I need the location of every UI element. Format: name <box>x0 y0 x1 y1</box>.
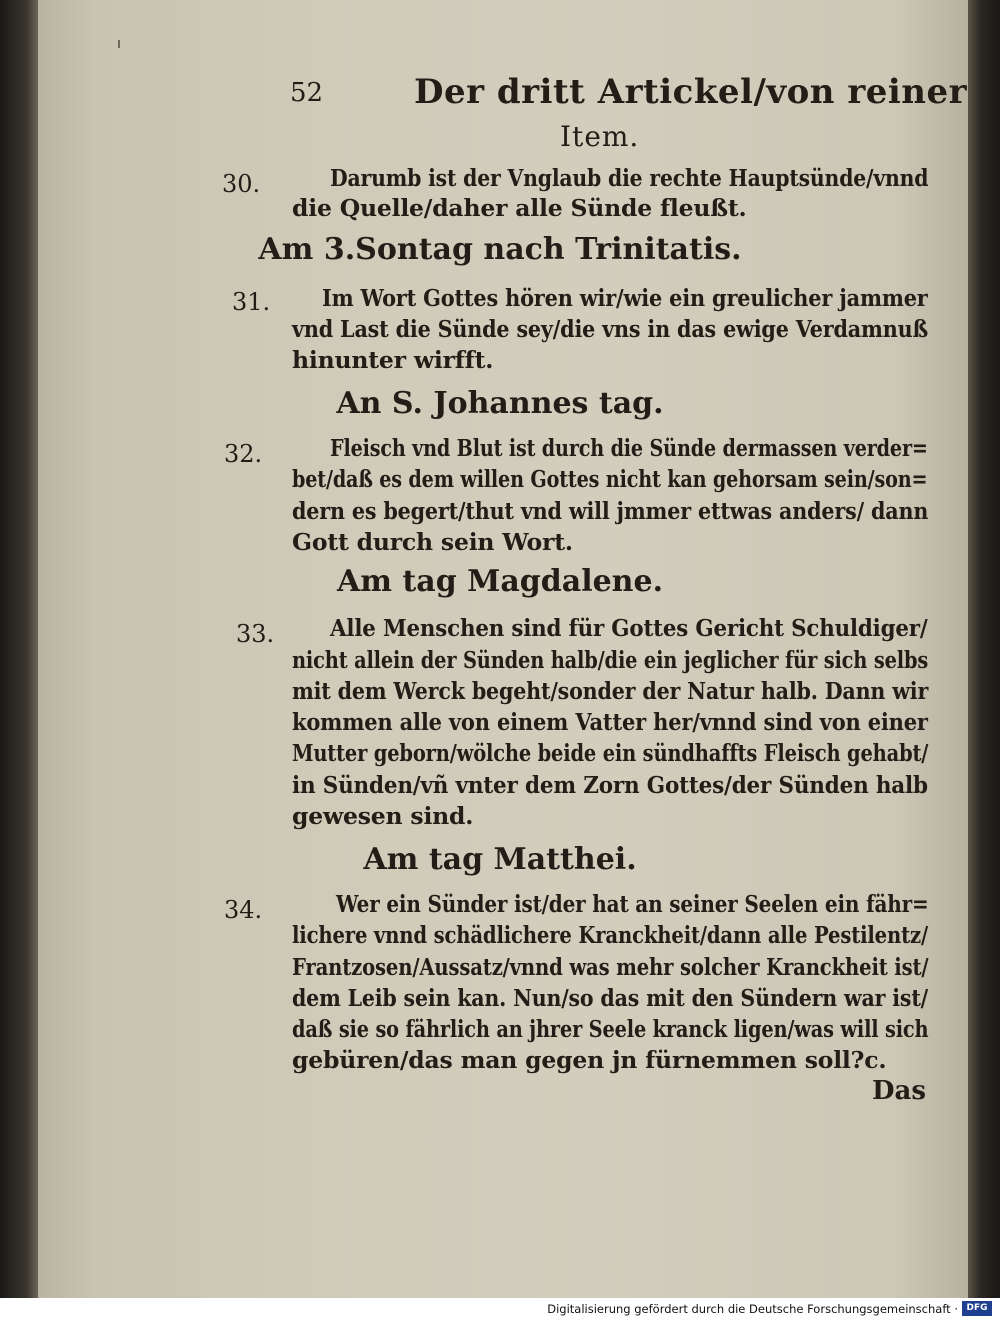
section-number: 30. <box>222 170 261 198</box>
left-border <box>0 0 38 1298</box>
section-heading: Item. <box>560 120 640 153</box>
text-line: nicht allein der Sünden halb/die ein jeglicher für sich selbs <box>292 646 929 674</box>
text-line: daß sie so fährlich an jhrer Seele kranck ligen/was will sich <box>292 1015 929 1043</box>
section-heading: Am tag Magdalene. <box>336 564 664 599</box>
ink-mark <box>118 40 120 48</box>
text-line: vnd Last die Sünde sey/die vns in das ewige Verdamnuß <box>292 315 929 343</box>
text-line: mit dem Werck begeht/sonder der Natur halb. Dann wir <box>292 677 929 705</box>
text-line: Gott durch sein Wort. <box>292 528 573 556</box>
text-line: kommen alle von einem Vatter her/vnnd sind von einer <box>292 708 928 736</box>
text-line: die Quelle/daher alle Sünde fleußt. <box>292 194 747 222</box>
text-line: lichere vnnd schädlichere Kranckheit/dann alle Pestilentz/ <box>292 921 928 949</box>
text-line: Darumb ist der Vnglaub die rechte Hauptsünde/vnnd <box>330 164 929 192</box>
text-line: Alle Menschen sind für Gottes Gericht Schuldiger/ <box>330 614 928 642</box>
dfg-logo-icon: DFG <box>962 1301 992 1316</box>
text-line: Wer ein Sünder ist/der hat an seiner Seelen ein fähr= <box>336 890 929 918</box>
text-line: in Sünden/vñ vnter dem Zorn Gottes/der Sünden halb <box>292 771 928 799</box>
text-line: gebüren/das man gegen jn fürnemmen soll?c. <box>292 1046 887 1074</box>
section-number: 33. <box>236 620 275 648</box>
text-line: dern es begert/thut vnd will jmmer ettwas anders/ dann <box>292 497 929 525</box>
footer-bar <box>0 1298 1000 1321</box>
section-number: 32. <box>224 440 263 468</box>
text-line: Im Wort Gottes hören wir/wie ein greulicher jammer <box>322 284 928 312</box>
text-line: bet/daß es dem willen Gottes nicht kan gehorsam sein/son= <box>292 465 928 493</box>
text-line: hinunter wirfft. <box>292 346 494 374</box>
page-number: 52 <box>290 78 324 108</box>
text-line: Frantzosen/Aussatz/vnnd was mehr solcher Kranckheit ist/ <box>292 953 929 981</box>
section-number: 31. <box>232 288 271 316</box>
running-head: Der dritt Artickel/von reiner <box>414 72 968 112</box>
section-heading: An S. Johannes tag. <box>336 386 664 421</box>
funding-notice: Digitalisierung gefördert durch die Deutsche Forschungsgemeinschaft · <box>547 1302 958 1316</box>
text-line: dem Leib sein kan. Nun/so das mit den Sündern war ist/ <box>292 984 928 1012</box>
section-heading: Am 3.Sontag nach Trinitatis. <box>258 232 742 267</box>
section-number: 34. <box>224 896 263 924</box>
section-heading: Am tag Matthei. <box>363 842 637 877</box>
text-line: gewesen sind. <box>292 802 474 830</box>
text-line: Mutter geborn/wölche beide ein sündhaffts Fleisch gehabt/ <box>292 739 929 767</box>
text-line: Fleisch vnd Blut ist durch die Sünde dermassen verder= <box>330 434 928 462</box>
catchword: Das <box>872 1076 927 1106</box>
right-border <box>968 0 1000 1298</box>
